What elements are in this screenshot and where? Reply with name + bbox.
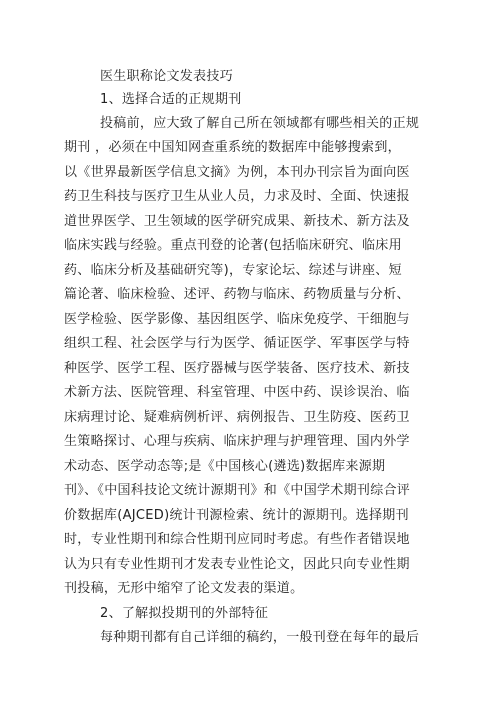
paragraph-line: 篇论著、临床检验、述评、药物与临床、药物质量与分析、 [64,287,410,302]
paragraph-line: 投稿前，应大致了解自己所在领域都有哪些相关的正规 [100,116,420,131]
paragraph-line: 术动态、医学动态等;是《中国核心(遴选)数据库来源期 [64,459,386,474]
paragraph-line: 组织工程、社会医学与行为医学、循证医学、军事医学与特 [64,336,410,351]
section-1-heading: 1、选择合适的正规期刊 [100,92,242,107]
paragraph-line: 临床实践与经验。重点刊登的论著(包括临床研究、临床用 [64,238,402,253]
paragraph-line: 道世界医学、卫生领域的医学研究成果、新技术、新方法及 [64,214,410,229]
paragraph-line: 药、临床分析及基础研究等)，专家论坛、综述与讲座、短 [64,263,402,278]
paragraph-line: 时，专业性期刊和综合性期刊应同时考虑。有些作者错误地 [64,532,410,547]
paragraph-line: 刊》、《中国科技论文统计源期刊》和《中国学术期刊综合评 [64,483,411,498]
paragraph-line: 每种期刊都有自己详细的稿约，一般刊登在每年的最后 [100,630,420,645]
paragraph-line: 刊投稿，无形中缩窄了论文发表的渠道。 [64,581,304,596]
paragraph-line: 种医学、医学工程、医疗器械与医学装备、医疗技术、新技 [64,361,410,376]
paragraph-line: 术新方法、医院管理、科室管理、中医中药、误诊误治、临 [64,385,410,400]
paragraph-line: 床病理讨论、疑难病例析评、病例报告、卫生防疫、医药卫 [64,410,410,425]
paragraph-line: 期刊 ，必须在中国知网查重系统的数据库中能够搜索到， [64,140,401,155]
paragraph-line: 生策略探讨、心理与疾病、临床护理与护理管理、国内外学 [64,434,410,449]
paragraph-line: 价数据库(AJCED)统计刊源检索、统计的源期刊。选择期刊 [64,508,409,523]
paragraph-line: 医学检验、医学影像、基因组医学、临床免疫学、干细胞与 [64,312,410,327]
paragraph-line: 认为只有专业性期刊才发表专业性论文，因此只向专业性期 [64,557,410,572]
paragraph-line: 以《世界最新医学信息文摘》为例，本刊办刊宗旨为面向医 [64,165,410,180]
paragraph-line: 药卫生科技与医疗卫生从业人员，力求及时、全面、快速报 [64,189,410,204]
article-title: 医生职称论文发表技巧 [100,69,234,84]
section-2-heading: 2、了解拟投期刊的外部特征 [100,606,269,621]
